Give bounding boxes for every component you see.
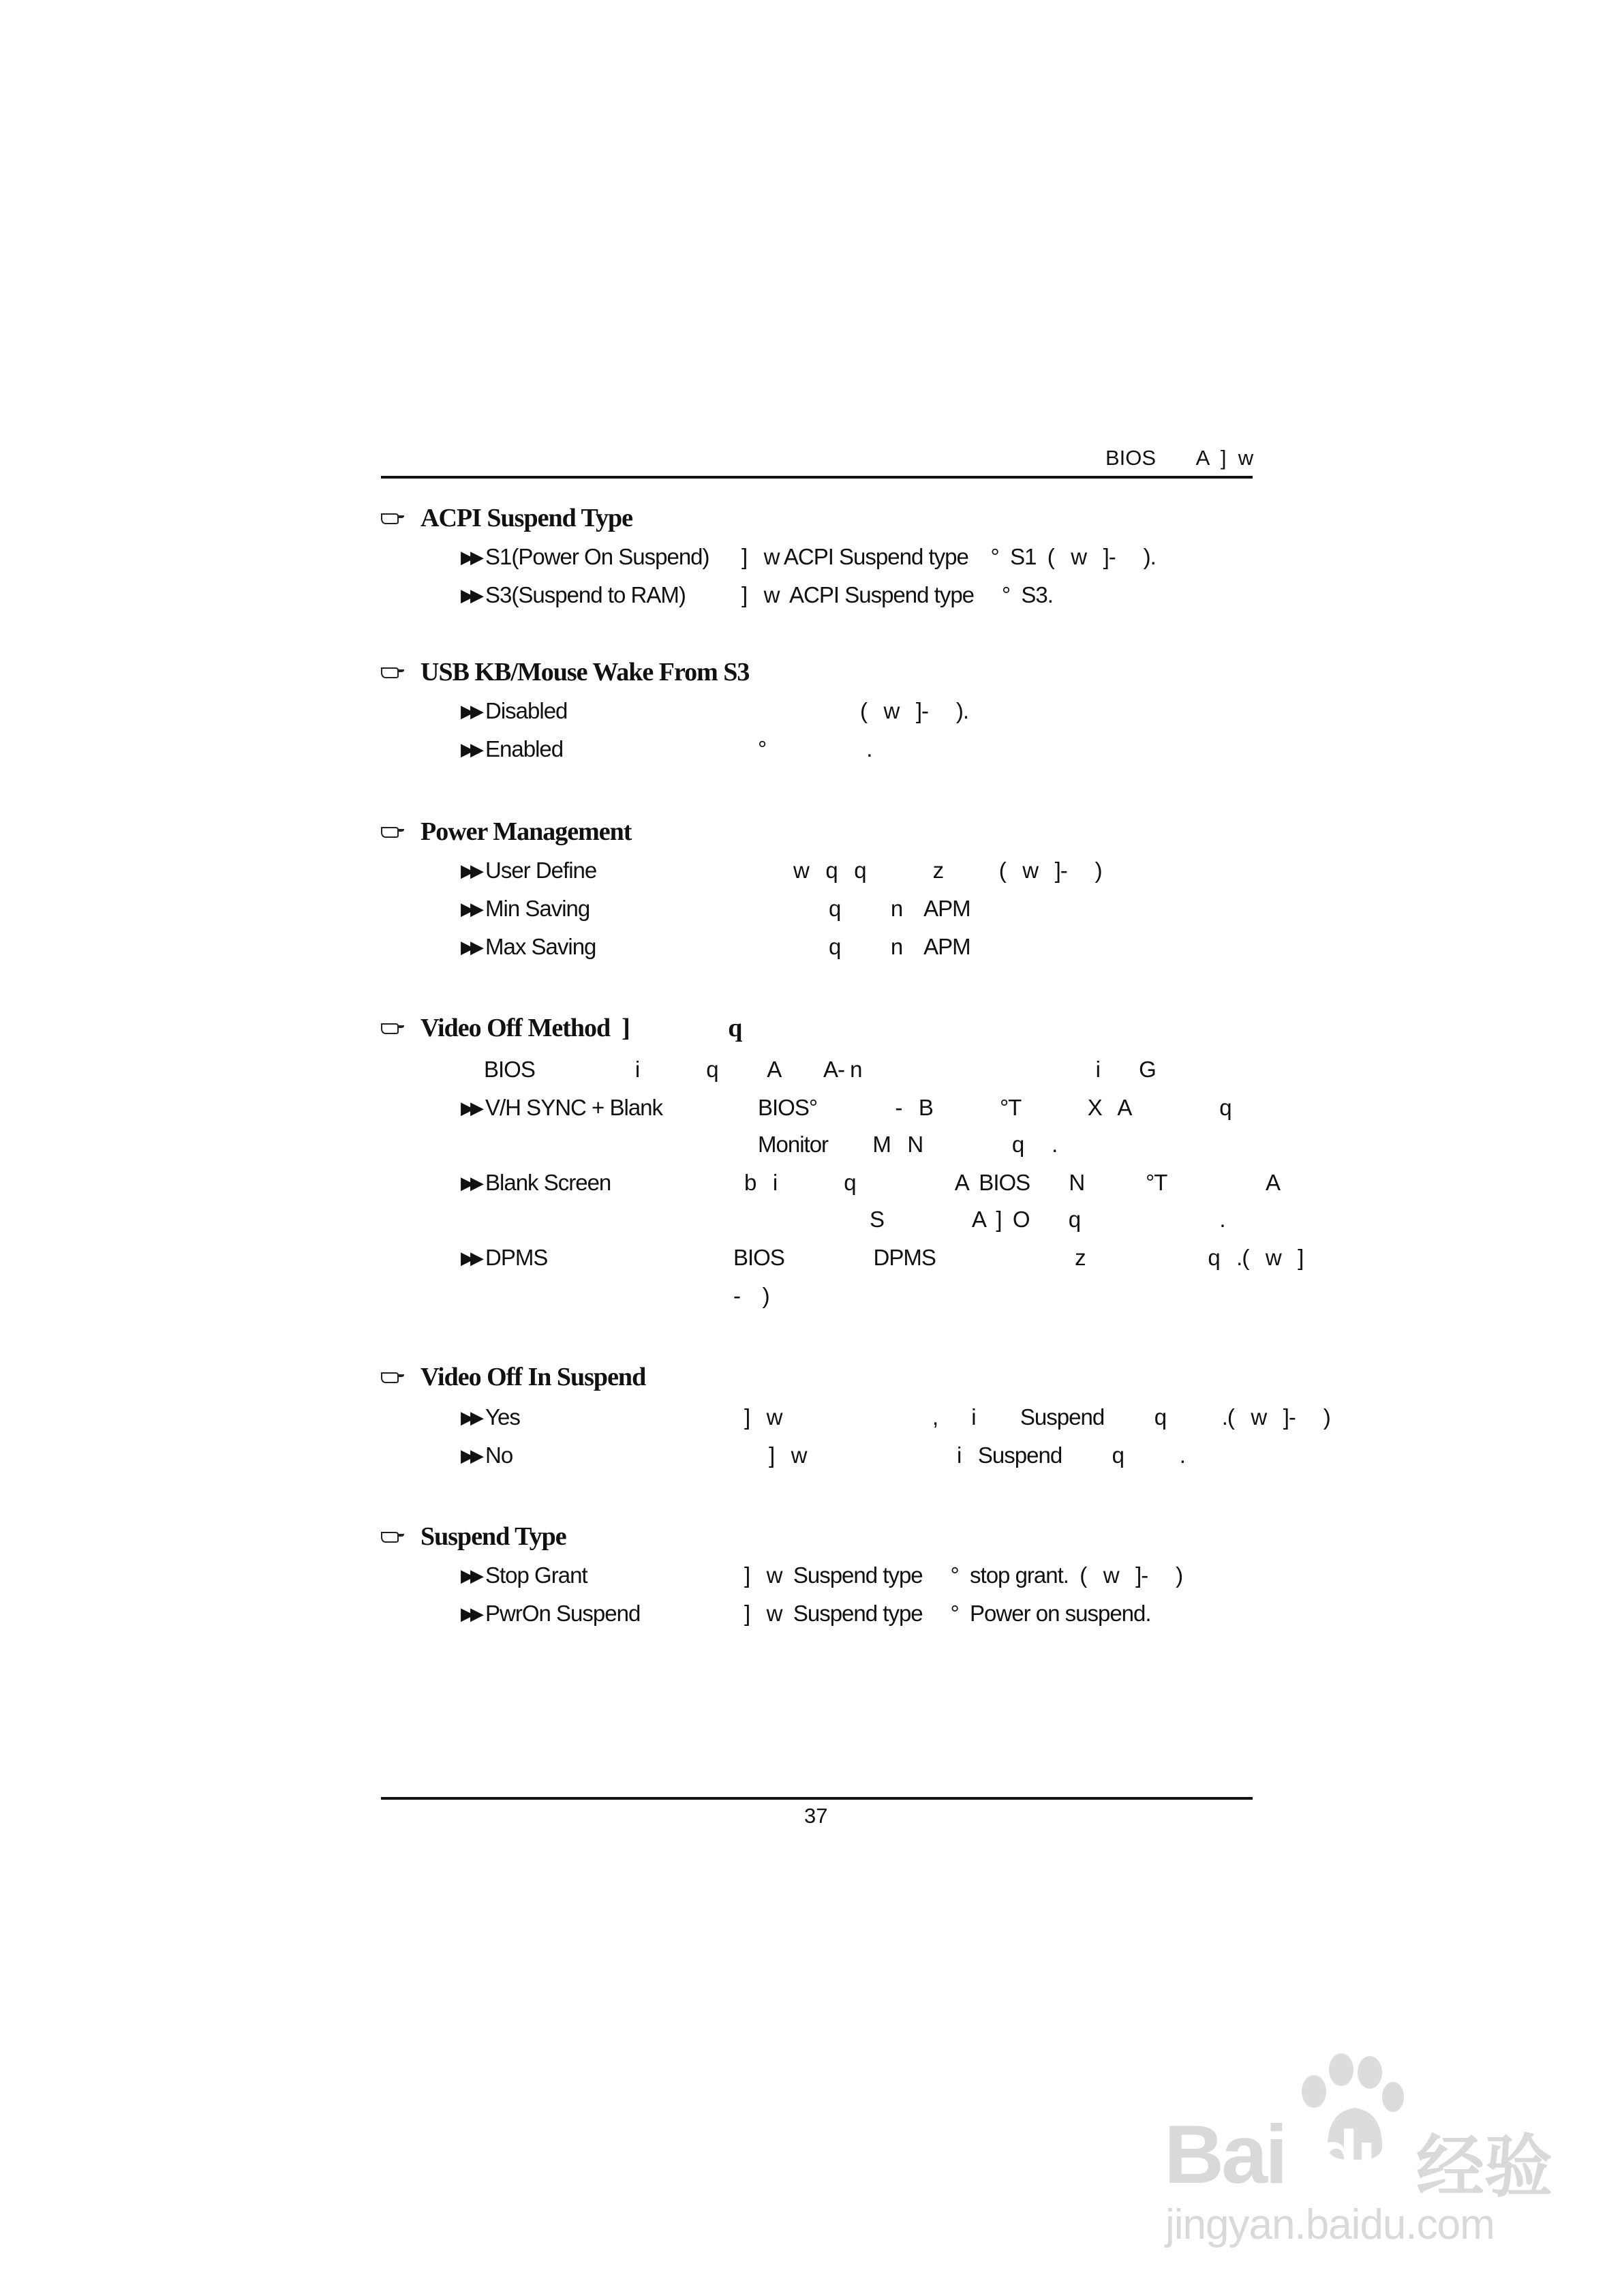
option-desc-max-saving: q n APM: [829, 934, 970, 959]
double-arrow-icon: ▶▶: [461, 1173, 480, 1193]
option-label-min-saving: ▶▶ Min Saving: [461, 896, 590, 921]
option-desc-enabled: ° .: [758, 736, 872, 761]
option-desc-min-saving: q n APM: [829, 896, 970, 921]
double-arrow-icon: ▶▶: [461, 547, 480, 567]
option-desc-pwron-suspend: ] w Suspend type ° Power on suspend.: [744, 1601, 1151, 1626]
watermark-jingyan-cn: 经验: [1416, 2127, 1552, 2207]
option-desc-dpms-line2: - ): [733, 1283, 769, 1308]
double-arrow-icon: ▶▶: [461, 937, 480, 957]
option-desc-no: ] w i Suspend q .: [769, 1442, 1185, 1468]
page-number: 37: [804, 1804, 828, 1828]
option-desc-dpms: BIOS DPMS z q .( w ]: [733, 1245, 1304, 1270]
option-label-dpms: ▶▶ DPMS: [461, 1245, 548, 1270]
option-label-s1: ▶▶ S1(Power On Suspend): [461, 544, 709, 569]
double-arrow-icon: ▶▶: [461, 739, 480, 759]
double-arrow-icon: ▶▶: [461, 1407, 480, 1428]
section-title-usb-wake: USB KB/Mouse Wake From S3: [420, 658, 750, 686]
section-title-power-management: Power Management: [420, 817, 632, 846]
option-desc-vh-sync-blank: BIOS° - B °T X A q: [758, 1095, 1231, 1120]
double-arrow-icon: ▶▶: [461, 1603, 480, 1624]
section-title-video-off-in-suspend: Video Off In Suspend: [420, 1363, 646, 1391]
double-arrow-icon: ▶▶: [461, 1248, 480, 1268]
double-arrow-icon: ▶▶: [461, 1098, 480, 1118]
option-label-vh-sync-blank: ▶▶ V/H SYNC + Blank: [461, 1095, 663, 1120]
option-desc-disabled: ( w ]- ).: [860, 698, 968, 723]
watermark-brand-du: du: [1315, 2117, 1400, 2196]
double-arrow-icon: ▶▶: [461, 701, 480, 721]
footer-rule: [381, 1797, 1253, 1800]
option-desc-vh-sync-blank-line2: Monitor M N q .: [758, 1132, 1058, 1157]
double-arrow-icon: ▶▶: [461, 1565, 480, 1586]
option-label-user-define: ▶▶ User Define: [461, 858, 597, 883]
option-label-pwron-suspend: ▶▶ PwrOn Suspend: [461, 1601, 641, 1626]
option-desc-stop-grant: ] w Suspend type ° stop grant. ( w ]- ): [744, 1562, 1183, 1588]
option-desc-s1: ] w ACPI Suspend type ° S1 ( w ]- ).: [741, 544, 1156, 569]
option-desc-user-define: w q q z ( w ]- ): [793, 858, 1102, 883]
pointing-hand-icon: [380, 510, 405, 525]
option-desc-s3: ] w ACPI Suspend type ° S3.: [741, 582, 1053, 607]
section-title-video-off-method: Video Off Method ] q: [420, 1014, 742, 1042]
pointing-hand-icon: [380, 1020, 405, 1035]
watermark-url: jingyan.baidu.com: [1165, 2201, 1495, 2248]
pointing-hand-icon: [380, 1369, 405, 1384]
double-arrow-icon: ▶▶: [461, 860, 480, 881]
section-title-suspend-type: Suspend Type: [420, 1522, 566, 1551]
double-arrow-icon: ▶▶: [461, 585, 480, 605]
option-label-enabled: ▶▶ Enabled: [461, 736, 564, 761]
pointing-hand-icon: [380, 664, 405, 679]
pointing-hand-icon: [380, 824, 405, 839]
option-label-stop-grant: ▶▶ Stop Grant: [461, 1562, 587, 1588]
header-rule: [381, 476, 1253, 479]
option-label-blank-screen: ▶▶ Blank Screen: [461, 1170, 611, 1195]
option-label-max-saving: ▶▶ Max Saving: [461, 934, 596, 959]
option-desc-blank-screen: b i q A BIOS N °T A: [744, 1170, 1281, 1195]
double-arrow-icon: ▶▶: [461, 1445, 480, 1466]
option-label-s3: ▶▶ S3(Suspend to RAM): [461, 582, 686, 607]
option-label-no: ▶▶ No: [461, 1442, 513, 1468]
running-header: BIOS A ] w: [1105, 446, 1254, 470]
option-label-yes: ▶▶ Yes: [461, 1404, 520, 1430]
section-title-acpi-suspend-type: ACPI Suspend Type: [420, 504, 633, 532]
option-label-disabled: ▶▶ Disabled: [461, 698, 568, 723]
pointing-hand-icon: [380, 1528, 405, 1543]
option-desc-blank-screen-line2: S A ] O q .: [870, 1207, 1225, 1232]
watermark-brand: Bai: [1164, 2108, 1285, 2201]
section-intro-video-off-method: BIOS i q A A- n i G: [484, 1057, 1156, 1082]
double-arrow-icon: ▶▶: [461, 898, 480, 919]
option-desc-yes: ] w , i Suspend q .( w ]- ): [744, 1404, 1330, 1430]
